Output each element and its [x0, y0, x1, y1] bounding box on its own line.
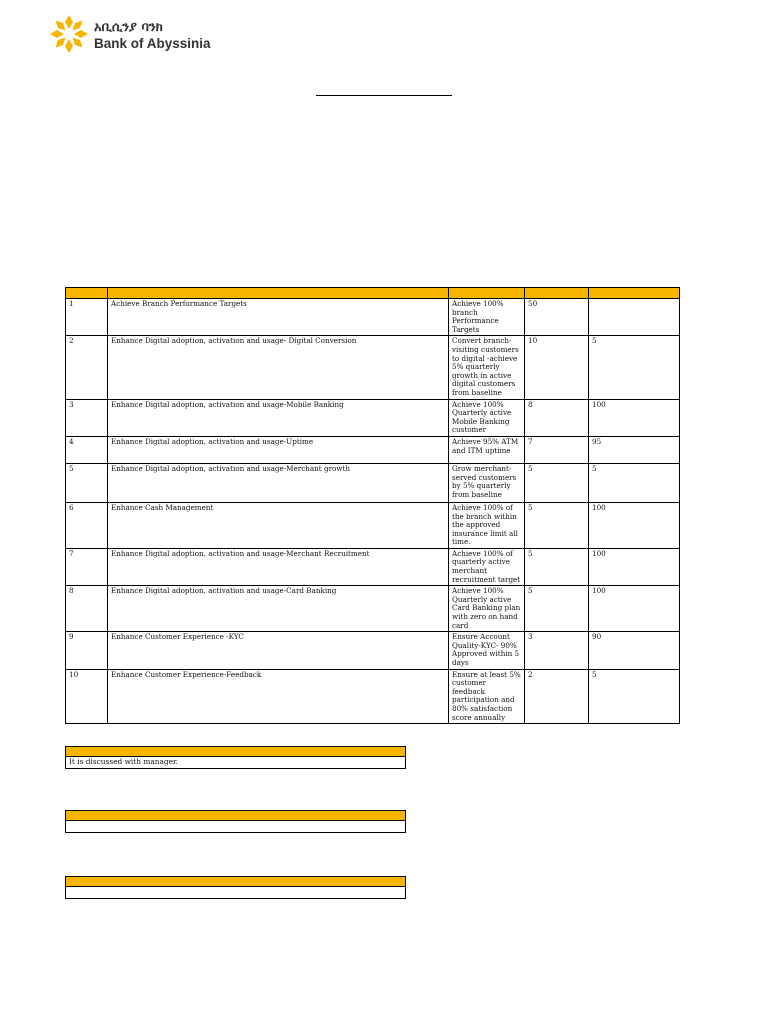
objective-cell: Enhance Digital adoption, activation and usage-Card Banking — [108, 586, 449, 632]
comment-box-text[interactable]: It is discussed with manager. — [65, 757, 406, 769]
objective-cell: Enhance Digital adoption, activation and usage-Merchant Recruitment — [108, 548, 449, 585]
table-row — [66, 299, 680, 336]
comment-box-header — [65, 810, 406, 821]
value-cell: 100 — [589, 586, 680, 632]
value-cell: 100 — [589, 399, 680, 436]
title-underline — [316, 95, 452, 96]
comment-box — [65, 810, 406, 833]
row-number-cell: 10 — [66, 669, 108, 724]
row-number-cell: 9 — [66, 632, 108, 669]
value-cell: 100 — [589, 548, 680, 585]
objective-cell: Achieve Branch Performance Targets — [108, 299, 449, 336]
target-cell: Ensure Account Quality-KYC- 90% Approved within 5 days — [449, 632, 525, 669]
target-cell: Achieve 95% ATM and ITM uptime — [449, 436, 525, 463]
row-number-cell: 6 — [66, 502, 108, 548]
weight-cell: 7 — [525, 436, 589, 463]
bank-logo — [49, 14, 209, 54]
table-row — [66, 548, 680, 585]
header-cell — [449, 288, 525, 299]
header-cell — [66, 288, 108, 299]
table-row — [66, 463, 680, 502]
target-cell: Grow merchant-served customers by 5% quarterly from baseline — [449, 463, 525, 502]
weight-cell: 5 — [525, 502, 589, 548]
target-cell: Achieve 100% branch Performance Targets — [449, 299, 525, 336]
row-number-cell: 2 — [66, 336, 108, 399]
weight-cell: 5 — [525, 463, 589, 502]
value-cell: 5 — [589, 669, 680, 724]
row-number-cell: 8 — [66, 586, 108, 632]
value-cell — [589, 299, 680, 336]
header-cell — [589, 288, 680, 299]
target-cell: Convert branch-visiting customers to digital -achieve 5% quarterly growth in active digital customers from baseline — [449, 336, 525, 399]
table-row — [66, 669, 680, 724]
comment-box-text[interactable] — [65, 887, 406, 899]
row-number-cell: 5 — [66, 463, 108, 502]
target-cell: Achieve 100% of the branch within the approved insurance limit all time. — [449, 502, 525, 548]
objective-cell: Enhance Cash Management — [108, 502, 449, 548]
row-number-cell: 3 — [66, 399, 108, 436]
comment-box-header — [65, 876, 406, 887]
objective-cell: Enhance Digital adoption, activation and usage-Uptime — [108, 436, 449, 463]
value-cell: 5 — [589, 463, 680, 502]
target-cell: Ensure at least 5% customer feedback participation and 80% satisfaction score annually — [449, 669, 525, 724]
value-cell: 5 — [589, 336, 680, 399]
row-number-cell: 7 — [66, 548, 108, 585]
weight-cell: 8 — [525, 399, 589, 436]
objective-cell: Enhance Customer Experience-Feedback — [108, 669, 449, 724]
objective-cell: Enhance Customer Experience -KYC — [108, 632, 449, 669]
weight-cell: 50 — [525, 299, 589, 336]
row-number-cell: 4 — [66, 436, 108, 463]
weight-cell: 2 — [525, 669, 589, 724]
bank-name-english: Bank of Abyssinia — [94, 36, 211, 51]
table-row — [66, 632, 680, 669]
objective-cell: Enhance Digital adoption, activation and usage-Merchant growth — [108, 463, 449, 502]
kpi-table — [65, 287, 680, 724]
weight-cell: 10 — [525, 336, 589, 399]
table-row — [66, 399, 680, 436]
value-cell: 95 — [589, 436, 680, 463]
bank-name-amharic: አቢሲንያ ባንክ — [94, 20, 163, 35]
target-cell: Achieve 100% of quarterly active merchant recruitment target — [449, 548, 525, 585]
weight-cell: 5 — [525, 586, 589, 632]
comment-box — [65, 876, 406, 899]
header-cell — [525, 288, 589, 299]
header-cell — [108, 288, 449, 299]
table-header-row — [66, 288, 680, 299]
weight-cell: 5 — [525, 548, 589, 585]
comment-box-header — [65, 746, 406, 757]
target-cell: Achieve 100% Quarterly active Mobile Banking customer — [449, 399, 525, 436]
table-row — [66, 502, 680, 548]
comment-box — [65, 746, 406, 769]
value-cell: 90 — [589, 632, 680, 669]
value-cell: 100 — [589, 502, 680, 548]
row-number-cell: 1 — [66, 299, 108, 336]
table-row — [66, 336, 680, 399]
weight-cell: 3 — [525, 632, 589, 669]
objective-cell: Enhance Digital adoption, activation and usage-Mobile Banking — [108, 399, 449, 436]
target-cell: Achieve 100% Quarterly active Card Banking plan with zero on hand card — [449, 586, 525, 632]
table-row — [66, 586, 680, 632]
bank-logo-icon — [49, 14, 89, 54]
objective-cell: Enhance Digital adoption, activation and usage- Digital Conversion — [108, 336, 449, 399]
comment-box-text[interactable] — [65, 821, 406, 833]
table-row — [66, 436, 680, 463]
